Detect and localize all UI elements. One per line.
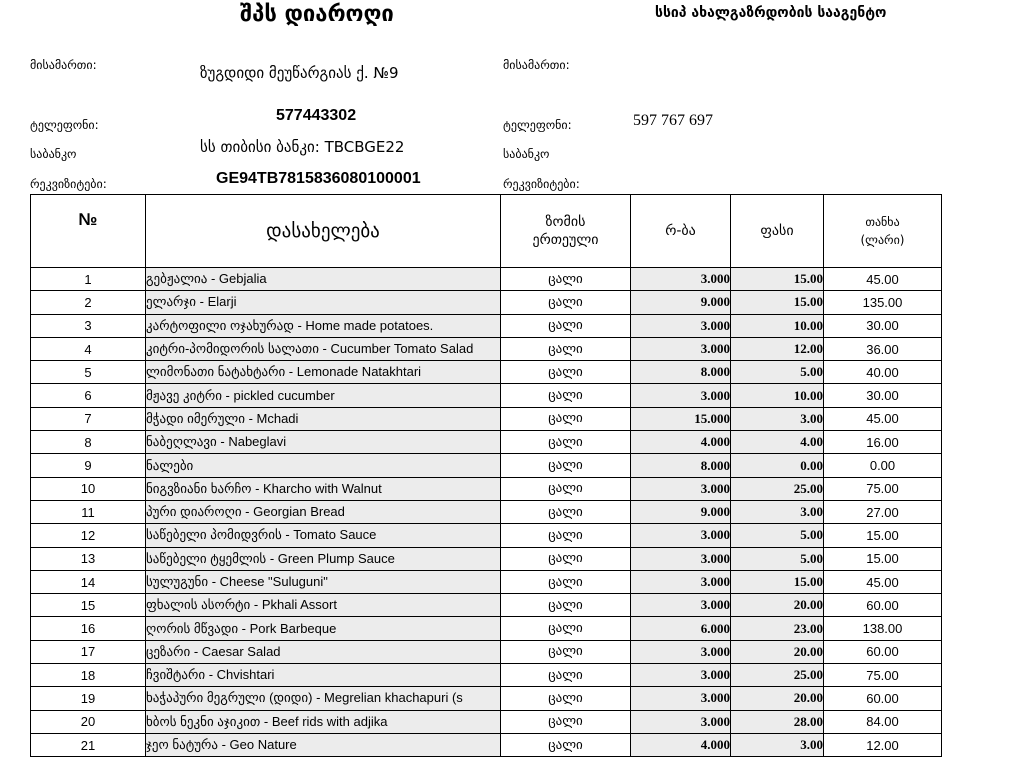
header-name: დასახელება — [146, 195, 501, 268]
row-unit: ცალი — [501, 594, 631, 617]
row-qty: 8.000 — [631, 454, 731, 477]
row-unit: ცალი — [501, 664, 631, 687]
table-row — [31, 594, 942, 617]
seller-requisites-label: რეკვიზიტები: — [30, 177, 107, 191]
row-qty: 3.000 — [631, 268, 731, 291]
row-qty: 3.000 — [631, 687, 731, 710]
row-unit: ცალი — [501, 570, 631, 593]
row-price: 28.00 — [731, 710, 824, 733]
table-row — [31, 268, 942, 291]
row-total: 45.00 — [824, 570, 942, 593]
row-unit: ცალი — [501, 384, 631, 407]
row-unit: ცალი — [501, 407, 631, 430]
table-row — [31, 454, 942, 477]
row-price: 10.00 — [731, 314, 824, 337]
buyer-bank-label: საბანკო — [503, 147, 550, 161]
row-num: 8 — [31, 431, 146, 454]
row-num: 20 — [31, 710, 146, 733]
row-qty: 6.000 — [631, 617, 731, 640]
row-unit: ცალი — [501, 547, 631, 570]
row-total: 15.00 — [824, 547, 942, 570]
row-price: 3.00 — [731, 500, 824, 523]
row-num: 12 — [31, 524, 146, 547]
row-num: 21 — [31, 733, 146, 756]
row-total: 15.00 — [824, 524, 942, 547]
row-unit: ცალი — [501, 524, 631, 547]
row-qty: 3.000 — [631, 570, 731, 593]
buyer-phone-value: 597 767 697 — [633, 112, 713, 129]
table-row — [31, 570, 942, 593]
table-row — [31, 500, 942, 523]
row-name: გებჟალია - Gebjalia — [146, 268, 501, 291]
row-name: მჭადი იმერული - Mchadi — [146, 407, 501, 430]
row-qty: 3.000 — [631, 314, 731, 337]
row-total: 16.00 — [824, 431, 942, 454]
header-price: ფასი — [731, 195, 824, 268]
row-name: საწებელი ტყემლის - Green Plump Sauce — [146, 547, 501, 570]
table-row — [31, 314, 942, 337]
buyer-title: სსიპ ახალგაზრდობის სააგენტო — [655, 5, 887, 21]
row-unit: ცალი — [501, 268, 631, 291]
row-num: 2 — [31, 291, 146, 314]
row-price: 15.00 — [731, 570, 824, 593]
items-table — [30, 194, 942, 757]
row-price: 12.00 — [731, 337, 824, 360]
row-num: 9 — [31, 454, 146, 477]
row-num: 10 — [31, 477, 146, 500]
row-price: 15.00 — [731, 268, 824, 291]
row-qty: 3.000 — [631, 547, 731, 570]
row-num: 19 — [31, 687, 146, 710]
row-unit: ცალი — [501, 710, 631, 733]
row-name: კიტრი-პომიდორის სალათი - Cucumber Tomato Salad — [146, 337, 501, 360]
seller-address-value: ზუგდიდი მეუწარგიას ქ. №9 — [200, 64, 399, 82]
seller-requisites-value: GE94TB7815836080100001 — [216, 170, 421, 187]
row-name: ნიგვზიანი ხარჩო - Kharcho with Walnut — [146, 477, 501, 500]
table-row — [31, 687, 942, 710]
row-price: 23.00 — [731, 617, 824, 640]
row-price: 3.00 — [731, 733, 824, 756]
table-row — [31, 733, 942, 756]
row-num: 1 — [31, 268, 146, 291]
row-unit: ცალი — [501, 291, 631, 314]
row-qty: 9.000 — [631, 500, 731, 523]
row-price: 25.00 — [731, 477, 824, 500]
header-unit — [501, 195, 631, 268]
table-row — [31, 337, 942, 360]
row-name: ღორის მწვადი - Pork Barbeque — [146, 617, 501, 640]
row-total: 45.00 — [824, 407, 942, 430]
table-header-row — [31, 195, 942, 268]
row-qty: 3.000 — [631, 664, 731, 687]
row-unit: ცალი — [501, 500, 631, 523]
row-total: 60.00 — [824, 687, 942, 710]
row-num: 4 — [31, 337, 146, 360]
row-num: 17 — [31, 640, 146, 663]
row-name: ელარჯი - Elarji — [146, 291, 501, 314]
row-price: 15.00 — [731, 291, 824, 314]
row-qty: 3.000 — [631, 640, 731, 663]
row-price: 20.00 — [731, 687, 824, 710]
row-name: ნაბეღლავი - Nabeglavi — [146, 431, 501, 454]
row-qty: 8.000 — [631, 361, 731, 384]
row-unit: ცალი — [501, 314, 631, 337]
row-name: საწებელი პომიდვრის - Tomato Sauce — [146, 524, 501, 547]
buyer-address-label: მისამართი: — [503, 58, 570, 72]
row-price: 5.00 — [731, 361, 824, 384]
row-total: 60.00 — [824, 640, 942, 663]
header-total — [824, 195, 942, 268]
row-unit: ცალი — [501, 687, 631, 710]
row-qty: 3.000 — [631, 384, 731, 407]
row-total: 30.00 — [824, 314, 942, 337]
seller-phone-label: ტელეფონი: — [30, 118, 99, 132]
row-name: ცეზარი - Caesar Salad — [146, 640, 501, 663]
row-total: 30.00 — [824, 384, 942, 407]
row-name: ხბოს ნეკნი აჯიკით - Beef rids with adjika — [146, 710, 501, 733]
header-unit-line1: ზომის — [545, 214, 586, 230]
row-qty: 4.000 — [631, 733, 731, 756]
seller-phone-value: 577443302 — [276, 107, 357, 124]
row-num: 13 — [31, 547, 146, 570]
table-row — [31, 291, 942, 314]
row-unit: ცალი — [501, 361, 631, 384]
row-total: 40.00 — [824, 361, 942, 384]
row-num: 5 — [31, 361, 146, 384]
row-num: 15 — [31, 594, 146, 617]
row-name: ხაჭაპური მეგრული (დიდი) - Megrelian khachapuri (s — [146, 687, 501, 710]
row-qty: 4.000 — [631, 431, 731, 454]
header-qty: რ-ბა — [631, 195, 731, 268]
row-total: 0.00 — [824, 454, 942, 477]
table-row — [31, 524, 942, 547]
table-row — [31, 640, 942, 663]
row-price: 0.00 — [731, 454, 824, 477]
row-total: 84.00 — [824, 710, 942, 733]
row-price: 5.00 — [731, 524, 824, 547]
row-unit: ცალი — [501, 337, 631, 360]
seller-bank-label: საბანკო — [30, 147, 77, 161]
row-qty: 3.000 — [631, 594, 731, 617]
row-qty: 3.000 — [631, 710, 731, 733]
row-name: ჩვიშტარი - Chvishtari — [146, 664, 501, 687]
row-name: ჯეო ნატურა - Geo Nature — [146, 733, 501, 756]
row-name: მჟავე კიტრი - pickled cucumber — [146, 384, 501, 407]
row-name: ლიმონათი ნატახტარი - Lemonade Natakhtari — [146, 361, 501, 384]
row-num: 6 — [31, 384, 146, 407]
row-total: 75.00 — [824, 664, 942, 687]
table-row — [31, 710, 942, 733]
seller-title: შპს დიაროღი — [240, 2, 394, 27]
row-qty: 3.000 — [631, 524, 731, 547]
table-row — [31, 477, 942, 500]
row-total: 36.00 — [824, 337, 942, 360]
row-name: კარტოფილი ოჯახურად - Home made potatoes. — [146, 314, 501, 337]
row-qty: 3.000 — [631, 337, 731, 360]
row-num: 11 — [31, 500, 146, 523]
row-qty: 9.000 — [631, 291, 731, 314]
table-row — [31, 547, 942, 570]
row-price: 20.00 — [731, 594, 824, 617]
row-name: ფხალის ასორტი - Pkhali Assort — [146, 594, 501, 617]
row-name: სულუგუნი - Cheese "Suluguni" — [146, 570, 501, 593]
row-num: 7 — [31, 407, 146, 430]
header-total-line1: თანხა — [865, 215, 900, 229]
row-num: 18 — [31, 664, 146, 687]
row-unit: ცალი — [501, 431, 631, 454]
row-total: 135.00 — [824, 291, 942, 314]
row-unit: ცალი — [501, 733, 631, 756]
row-unit: ცალი — [501, 640, 631, 663]
row-price: 25.00 — [731, 664, 824, 687]
header-total-line2: (ლარი) — [860, 233, 905, 247]
row-num: 16 — [31, 617, 146, 640]
row-unit: ცალი — [501, 617, 631, 640]
row-total: 45.00 — [824, 268, 942, 291]
row-qty: 15.000 — [631, 407, 731, 430]
table-row — [31, 431, 942, 454]
buyer-requisites-label: რეკვიზიტები: — [503, 177, 580, 191]
row-total: 12.00 — [824, 733, 942, 756]
row-num: 14 — [31, 570, 146, 593]
row-qty: 3.000 — [631, 477, 731, 500]
row-price: 5.00 — [731, 547, 824, 570]
row-unit: ცალი — [501, 477, 631, 500]
row-total: 138.00 — [824, 617, 942, 640]
row-price: 4.00 — [731, 431, 824, 454]
table-row — [31, 361, 942, 384]
buyer-phone-label: ტელეფონი: — [503, 118, 572, 132]
seller-bank-value: სს თიბისი ბანკი: TBCBGE22 — [200, 138, 405, 156]
header-num: № — [31, 195, 146, 268]
row-total: 27.00 — [824, 500, 942, 523]
table-row — [31, 617, 942, 640]
header-unit-line2: ერთეული — [532, 232, 599, 248]
table-row — [31, 384, 942, 407]
row-name: ნალები — [146, 454, 501, 477]
table-row — [31, 407, 942, 430]
row-total: 75.00 — [824, 477, 942, 500]
row-num: 3 — [31, 314, 146, 337]
row-unit: ცალი — [501, 454, 631, 477]
row-price: 10.00 — [731, 384, 824, 407]
table-row — [31, 664, 942, 687]
row-price: 3.00 — [731, 407, 824, 430]
row-name: პური დიაროღი - Georgian Bread — [146, 500, 501, 523]
row-price: 20.00 — [731, 640, 824, 663]
row-total: 60.00 — [824, 594, 942, 617]
seller-address-label: მისამართი: — [30, 58, 97, 72]
